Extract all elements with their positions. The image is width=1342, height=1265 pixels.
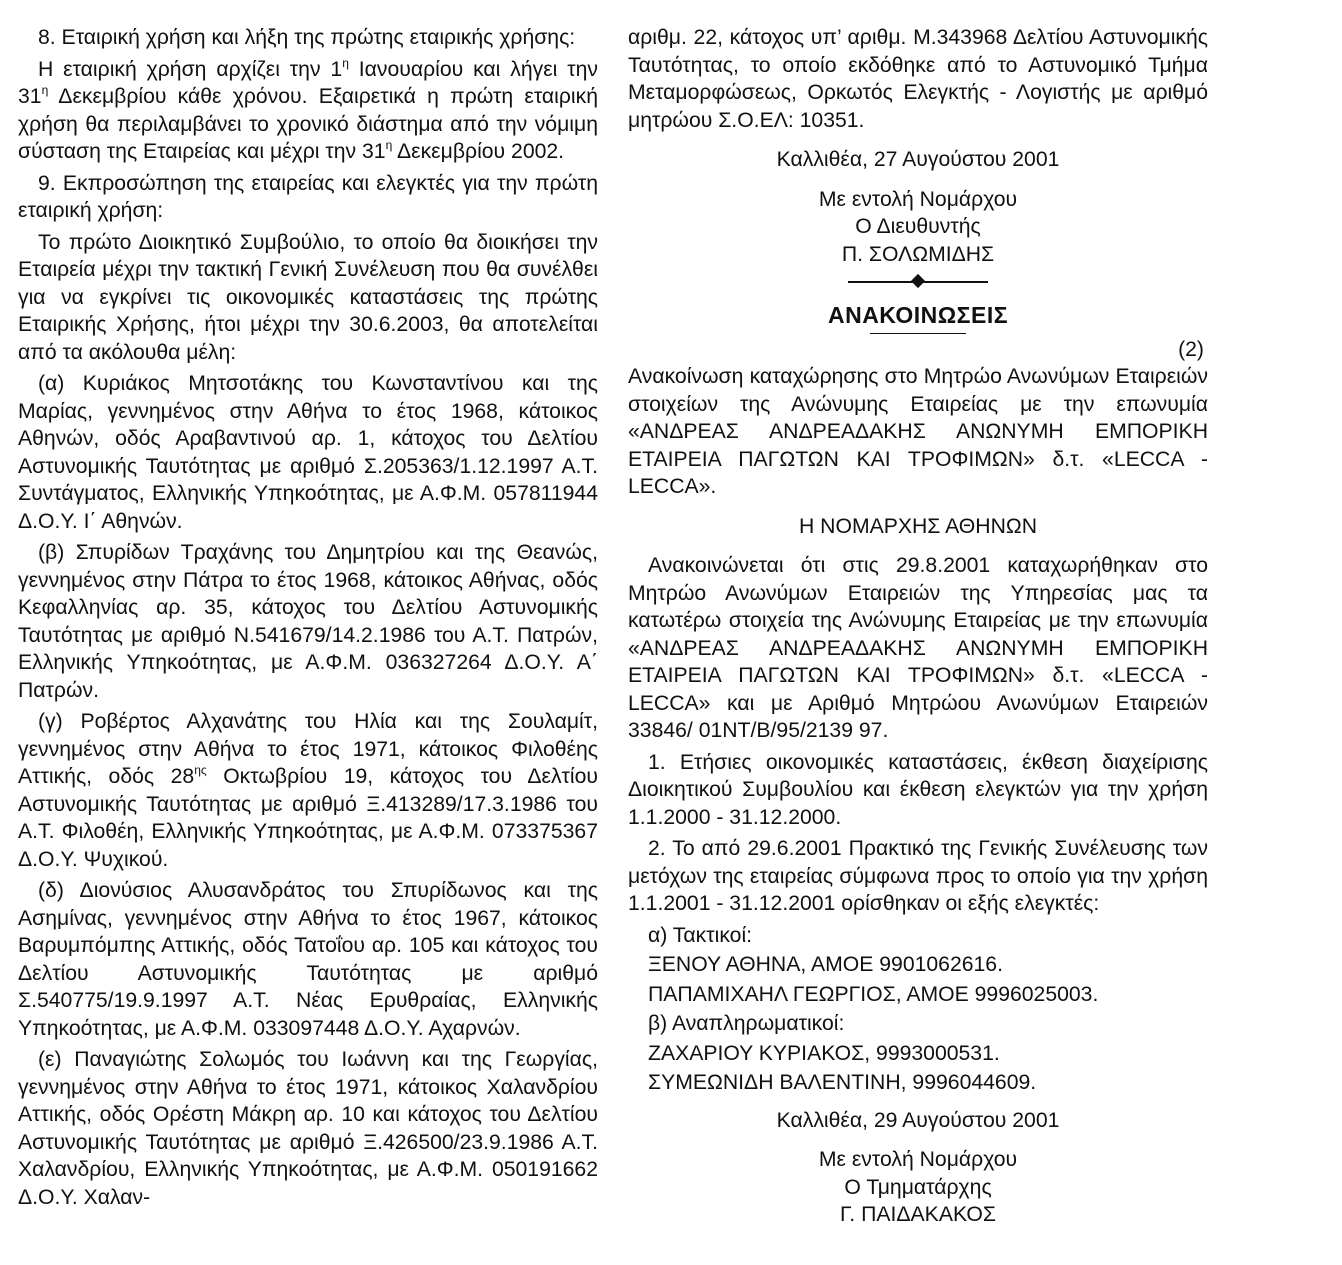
signature-1-line-1: Με εντολή Νομάρχου bbox=[818, 187, 1018, 211]
signature-2-line-1: Με εντολή Νομάρχου bbox=[818, 1148, 1018, 1171]
alternate-auditors-label: β) Αναπληρωματικοί: bbox=[648, 1012, 845, 1035]
board-member-b: (β) Σπυρίδων Τραχάνης του Δημητρίου και της Θεανώς, γεννημένος στην Πάτρα το έτος 1968, κάτοικος Αθήνας, οδός Κεφαλληνίας αρ. 35, κάτοχος του Δελτίου Αστυνομικής Ταυτότητας με αριθμό Ν.541679/14.2.1986 του Α.Τ. Πατρών, Ελληνικής Υπηκοότητας, με Α.Φ.Μ. 036327264 Δ.Ο.Υ. Α΄ Πατρών. bbox=[18, 541, 598, 702]
board-member-e: (ε) Παναγιώτης Σολωμός του Ιωάννη και της Γεωργίας, γεννημένος στην Αθήνα το έτος 1971, κάτοικος Χαλανδρίου Αττικής, οδός Ορέστη Μάκρη αρ. 10 και κάτοχος του Δελτίου Αστυνομικής Ταυτότητας με αριθμό Ξ.426500/23.9.1986 Α.Τ. Χαλανδρίου, Ελληνικής Υπηκοότητας, με Α.Φ.Μ. 050191662 Δ.Ο.Υ. Χαλαν- bbox=[18, 1048, 598, 1209]
regular-auditor-2: ΠΑΠΑΜΙΧΑΗΛ ΓΕΩΡΓΙΟΣ, ΑΜΟΕ 9996025003. bbox=[648, 982, 1099, 1006]
alternate-auditor-2: ΣΥΜΕΩΝΙΔΗ ΒΑΛΕΝΤΙΝΗ, 9996044609. bbox=[648, 1071, 1037, 1094]
section-heading: ΑΝΑΚΟΙΝΩΣΕΙΣ bbox=[827, 302, 1009, 328]
signature-2-name: Γ. ΠΑΙΔΑΚΑΚΟΣ bbox=[839, 1203, 997, 1226]
continued-text: αριθμ. 22, κάτοχος υπ’ αριθμ. Μ.343968 Δελτίου Αστυνομικής Ταυτότητας, το οποίο εκδόθηκε από το Αστυνομικό Τμήμα Μεταμορφώσεως, Ορκωτός Ελεγκτής - Λογιστής με αριθμό μητρώου Σ.Ο.ΕΛ: 10351. bbox=[628, 26, 1208, 132]
signature-date-2: Καλλιθέα, 29 Αυγούστου 2001 bbox=[776, 1108, 1060, 1132]
signature-1-name: Π. ΣΟΛΩΜΙΔΗΣ bbox=[841, 242, 995, 266]
announcement-body: Ανακοινώνεται ότι στις 29.8.2001 καταχωρήθηκαν στο Μητρώο Ανωνύμων Εταιρειών της Υπηρεσίας μας τα κατωτέρω στοιχεία της Ανώνυμης Εταιρείας με την επωνυμία «ΑΝΔΡΕΑΣ ΑΝΔΡΕΑΔΑΚΗΣ ΑΝΩΝΥΜΗ ΕΜΠΟΡΙΚΗ ΕΤΑΙΡΕΙΑ ΠΑΓΩΤΩΝ ΚΑΙ ΤΡΟΦΙΜΩΝ» δ.τ. «LECCA - LECCA» και με Αριθμό Μητρώου Ανωνύμων Εταιρειών 33846/ 01ΝΤ/Β/95/2139 97. bbox=[628, 554, 1208, 742]
section-8-title: 8. Εταιρική χρήση και λήξη της πρώτης εταιρικής χρήσης: bbox=[38, 26, 576, 49]
board-member-c: (γ) Ροβέρτος Αλχανάτης του Ηλία και της Σουλαμίτ, γεννημένος στην Αθήνα το έτος 1971, κάτοικος Φιλοθέης Αττικής, οδός $28^{\eta\varsigma}$ Οκτωβρίου 19, κάτοχος του Δελτίου Αστυνομικής Ταυτότητας με αριθμό Ξ.413289/17.3.1986 του Α.Τ. Φιλοθέη, Ελληνικής Υπηκοότητας, με Α.Φ.Μ. 073375367 Δ.Ο.Υ. Ψυχικού. bbox=[18, 710, 599, 871]
board-member-a: (α) Κυριάκος Μητσοτάκης του Κωνσταντίνου και της Μαρίας, γεννημένος στην Αθήνα το έτος 1968, κάτοικος Αθηνών, οδός Αραβαντινού αρ. 1, κάτοχος του Δελτίου Αστυνομικής Ταυτότητας με αριθμό Σ.205363/1.12.1997 Α.Τ. Συντάγματος, Ελληνικής Υπηκοότητας, με Α.Φ.Μ. 057811944 Δ.Ο.Υ. Ι΄ Αθηνών. bbox=[18, 372, 598, 533]
issuing-authority: Η ΝΟΜΑΡΧΗΣ ΑΘΗΝΩΝ bbox=[798, 514, 1038, 538]
section-divider bbox=[628, 272, 1208, 292]
alternate-auditor-1: ΖΑΧΑΡΙΟΥ ΚΥΡΙΑΚΟΣ, 9993000531. bbox=[648, 1041, 1000, 1065]
heading-underline bbox=[870, 333, 966, 334]
announcement-item-1: 1. Ετήσιες οικονομικές καταστάσεις, έκθεση διαχείρισης Διοικητικού Συμβουλίου και έκθεση ελεγκτών για την χρήση 1.1.2000 - 31.12.2000. bbox=[628, 750, 1208, 829]
section-9-body: Το πρώτο Διοικητικό Συμβούλιο, το οποίο θα διοικήσει την Εταιρεία μέχρι την τακτική Γενική Συνέλευση που θα συνέλθει για να εγκρίνει τις οικονομικές καταστάσεις της πρώτης Εταιρικής Χρήσης, ήτοι μέχρι την 30.6.2003, θα αποτελείται από τα ακόλουθα μέλη: bbox=[18, 230, 598, 364]
signature-1-line-2: Ο Διευθυντής bbox=[855, 215, 981, 238]
section-8-body: Η εταιρική χρήση αρχίζει την $1^\eta$ Ιανουαρίου και λήγει την $31^\eta$ Δεκεμβρίου κάθε χρόνου. Εξαιρετικά η πρώτη εταιρική χρήση θα περιλαμβάνει το χρονικό διάστημα από την νόμιμη σύσταση της Εταιρείας και μέχρι την $31^\eta$ Δεκεμβρίου 2002. bbox=[18, 55, 598, 163]
notice-reference-number: (2) bbox=[1178, 337, 1204, 361]
section-9-title: 9. Εκπροσώπηση της εταιρείας και ελεγκτές για την πρώτη εταιρική χρήση: bbox=[18, 171, 598, 222]
announcement-item-2: 2. Το από 29.6.2001 Πρακτικό της Γενικής Συνέλευσης των μετόχων της εταιρείας σύμφωνα προς το οποίο για την χρήση 1.1.2001 - 31.12.2001 ορίσθηκαν οι εξής ελεγκτές: bbox=[628, 837, 1208, 915]
regular-auditors-label: α) Τακτικοί: bbox=[648, 923, 753, 947]
regular-auditor-1: ΞΕΝΟΥ ΑΘΗΝΑ, ΑΜΟΕ 9901062616. bbox=[648, 953, 1003, 976]
signature-date-1: Καλλιθέα, 27 Αυγούστου 2001 bbox=[776, 148, 1060, 171]
left-column bbox=[18, 24, 598, 1215]
right-column bbox=[628, 24, 1208, 1229]
signature-2-line-2: Ο Τμηματάρχης bbox=[844, 1175, 992, 1199]
board-member-d: (δ) Διονύσιος Αλυσανδράτος του Σπυρίδωνος και της Ασημίνας, γεννημένος στην Αθήνα το έτος 1967, κάτοικος Βαρυμπόμπης Αττικής, οδός Τατοΐου αρ. 105 και κάτοχος του Δελτίου Αστυνομικής Ταυτότητας με αριθμό Σ.540775/19.9.1997 Α.Τ. Νέας Ερυθραίας, Ελληνικής Υπηκοότητας, με Α.Φ.Μ. 033097448 Δ.Ο.Υ. Αχαρνών. bbox=[18, 879, 598, 1040]
notice-title: Ανακοίνωση καταχώρησης στο Μητρώο Ανωνύμων Εταιρειών στοιχείων της Ανώνυμης Εταιρείας με την επωνυμία «ΑΝΔΡΕΑΣ ΑΝΔΡΕΑΔΑΚΗΣ ΑΝΩΝΥΜΗ ΕΜΠΟΡΙΚΗ ΕΤΑΙΡΕΙΑ ΠΑΓΩΤΩΝ ΚΑΙ ΤΡΟΦΙΜΩΝ» δ.τ. «LECCA - LECCA». bbox=[628, 365, 1208, 498]
diamond-icon bbox=[911, 274, 925, 288]
